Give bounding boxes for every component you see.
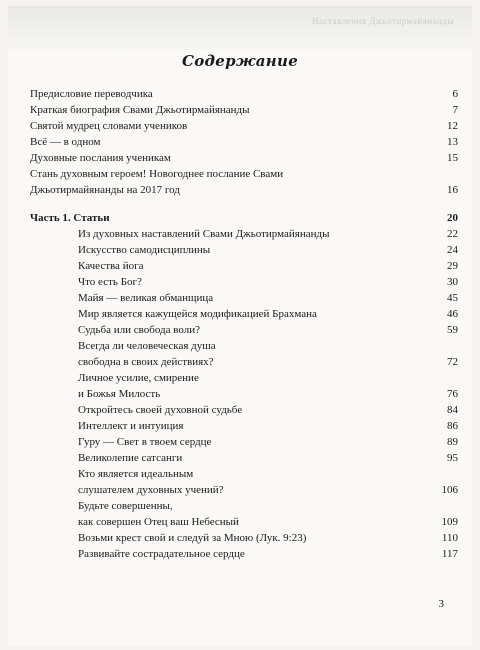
- toc-entry: [30, 338, 458, 370]
- toc-entry-page: 12: [447, 120, 458, 132]
- toc-entry-label: Краткая биография Свами Джьотирмайянанды: [30, 104, 250, 116]
- toc-entry-page: 84: [447, 404, 458, 416]
- toc-entry-label: Всегда ли человеческая душа: [78, 340, 216, 352]
- toc-entry: [30, 290, 458, 306]
- toc-entry-page: 20: [447, 212, 458, 224]
- toc-entry: [30, 434, 458, 450]
- toc-entry-page: 72: [447, 356, 458, 368]
- toc-entry-label: Качества йога: [78, 260, 144, 272]
- toc-entry: [30, 402, 458, 418]
- toc-entry-label: Искусство самодисциплины: [78, 244, 211, 256]
- toc-entry-page: 7: [452, 104, 458, 116]
- toc-entry-label: Из духовных наставлений Свами Джьотирмайянанды: [78, 228, 330, 240]
- toc-entry: [30, 134, 458, 150]
- toc-entry-label: Всё — в одном: [30, 136, 101, 148]
- toc-entry-page: 106: [441, 484, 458, 496]
- toc-entry: [30, 546, 458, 562]
- toc-entry-label: Майя — великая обманщица: [78, 292, 214, 304]
- section-gap: [30, 198, 458, 210]
- toc-entry: [30, 322, 458, 338]
- toc-entry-page: 13: [447, 136, 458, 148]
- toc-entry-page: 30: [447, 276, 458, 288]
- toc-entry-page: 22: [447, 228, 458, 240]
- toc-entry-page: 95: [447, 452, 458, 464]
- toc-entry-page: 6: [452, 88, 458, 100]
- toc-entry-page: 89: [447, 436, 458, 448]
- toc-entry: [30, 466, 458, 498]
- table-of-contents: [30, 86, 458, 562]
- toc-entry: [30, 226, 458, 242]
- toc-entry-page: 15: [447, 152, 458, 164]
- toc-entry-page: 86: [447, 420, 458, 432]
- toc-entry-page: 117: [441, 548, 458, 560]
- book-page: [8, 6, 472, 646]
- toc-entry-label: Судьба или свобода воли?: [78, 324, 200, 336]
- toc-entry: [30, 498, 458, 530]
- toc-entry: [30, 150, 458, 166]
- toc-entry: [30, 274, 458, 290]
- toc-entry-label: Предисловие переводчика: [30, 88, 153, 100]
- toc-entry-label: Возьми крест свой и следуй за Мною (Лук. 9:23): [78, 532, 307, 544]
- toc-entry-label: Личное усилие, смирение: [78, 372, 199, 384]
- toc-entry-page: 109: [441, 516, 458, 528]
- toc-entry: [30, 242, 458, 258]
- toc-entry-label: Будьте совершенны,: [78, 500, 173, 512]
- page-title: Содержание: [181, 52, 299, 70]
- toc-entry-label-continued: как совершен Отец ваш Небесный: [78, 516, 239, 528]
- toc-entry: [30, 86, 458, 102]
- toc-entry-label-continued: слушателем духовных учений?: [78, 484, 224, 496]
- toc-entry: [30, 530, 458, 546]
- toc-entry: [30, 370, 458, 402]
- toc-entry-page: 59: [447, 324, 458, 336]
- toc-entry-page: 24: [447, 244, 458, 256]
- toc-entry-page: 45: [447, 292, 458, 304]
- toc-entry-label: Гуру — Свет в твоем сердце: [78, 436, 212, 448]
- toc-entry-label: Стань духовным героем! Новогоднее послание Свами: [30, 168, 284, 180]
- toc-entry: [30, 166, 458, 198]
- running-header: Наставления Джьотирмайянанды: [312, 16, 454, 26]
- toc-entry-label: Интеллект и интуиция: [78, 420, 184, 432]
- toc-entry-page: 46: [447, 308, 458, 320]
- page-number: 3: [438, 598, 444, 610]
- articles-list: [30, 226, 458, 562]
- toc-entry: [30, 450, 458, 466]
- toc-entry-label: Развивайте сострадательное сердце: [78, 548, 245, 560]
- toc-entry: [30, 418, 458, 434]
- toc-entry-page: 16: [447, 184, 458, 196]
- toc-entry-label: Духовные послания ученикам: [30, 152, 171, 164]
- toc-entry-label-continued: свободна в своих действиях?: [78, 356, 214, 368]
- toc-entry-label: Часть 1. Статьи: [30, 212, 110, 224]
- front-matter-list: [30, 86, 458, 198]
- toc-entry: [30, 306, 458, 322]
- toc-entry: [30, 258, 458, 274]
- toc-entry-label: Что есть Бог?: [78, 276, 142, 288]
- toc-part-heading: [30, 210, 458, 226]
- toc-entry-label: Откройтесь своей духовной судьбе: [78, 404, 243, 416]
- toc-entry-label: Кто является идеальным: [78, 468, 194, 480]
- toc-entry: [30, 102, 458, 118]
- toc-entry-page: 29: [447, 260, 458, 272]
- toc-entry-label: Великолепие сатсанги: [78, 452, 183, 464]
- toc-entry-label: Святой мудрец словами учеников: [30, 120, 188, 132]
- toc-entry-page: 76: [447, 388, 458, 400]
- toc-entry-label: Мир является кажущейся модификацией Брахмана: [78, 308, 317, 320]
- toc-entry-page: 110: [441, 532, 458, 544]
- toc-entry: [30, 118, 458, 134]
- toc-entry-label-continued: и Божья Милость: [78, 388, 161, 400]
- toc-entry-label-continued: Джьотирмайянанды на 2017 год: [30, 184, 180, 196]
- header-bleed: [8, 6, 472, 50]
